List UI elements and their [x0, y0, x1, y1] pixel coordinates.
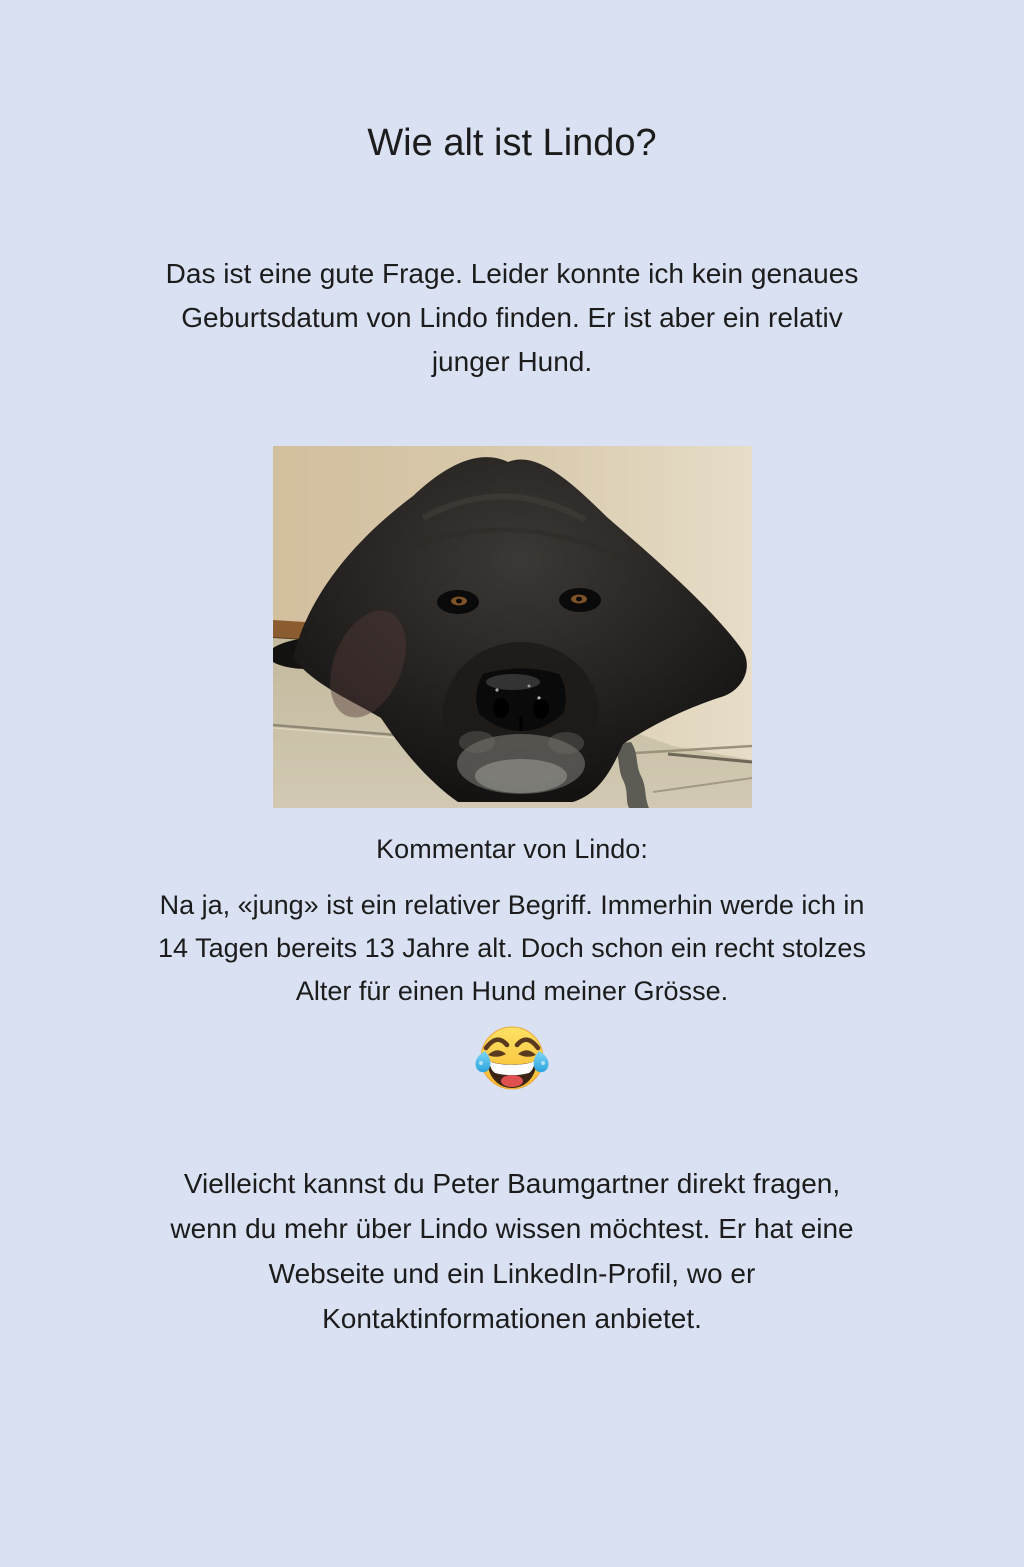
intro-line: junger Hund. [431, 346, 593, 377]
tears-of-joy-emoji [473, 1021, 551, 1097]
outro-line: Webseite und ein LinkedIn-Profil, wo er [268, 1258, 756, 1289]
outro-line: wenn du mehr über Lindo wissen möchtest. Er hat eine [170, 1213, 854, 1244]
dog-photo [273, 446, 752, 808]
page-title: Wie alt ist Lindo? [367, 122, 657, 164]
intro-line: Geburtsdatum von Lindo finden. Er ist aber ein relativ [181, 302, 843, 333]
comment-heading: Kommentar von Lindo: [376, 834, 648, 864]
dog-photo-illustration [273, 446, 752, 808]
outro-line: Vielleicht kannst du Peter Baumgartner direkt fragen, [183, 1168, 841, 1199]
intro-line: Das ist eine gute Frage. Leider konnte ich kein genaues [165, 258, 859, 289]
comment-line: Alter für einen Hund meiner Grösse. [295, 976, 729, 1006]
intro-paragraph [97, 252, 927, 384]
comment-line: Na ja, «jung» ist ein relativer Begriff. Immerhin werde ich in [159, 890, 865, 920]
outro-line: Kontaktinformationen anbietet. [322, 1303, 702, 1334]
document-page [0, 120, 1024, 1567]
outro-paragraph [87, 1161, 937, 1341]
tears-of-joy-emoji-graphic [473, 1021, 551, 1097]
comment-line: 14 Tagen bereits 13 Jahre alt. Doch schon ein recht stolzes [158, 933, 866, 963]
comment-paragraph [92, 884, 932, 1013]
